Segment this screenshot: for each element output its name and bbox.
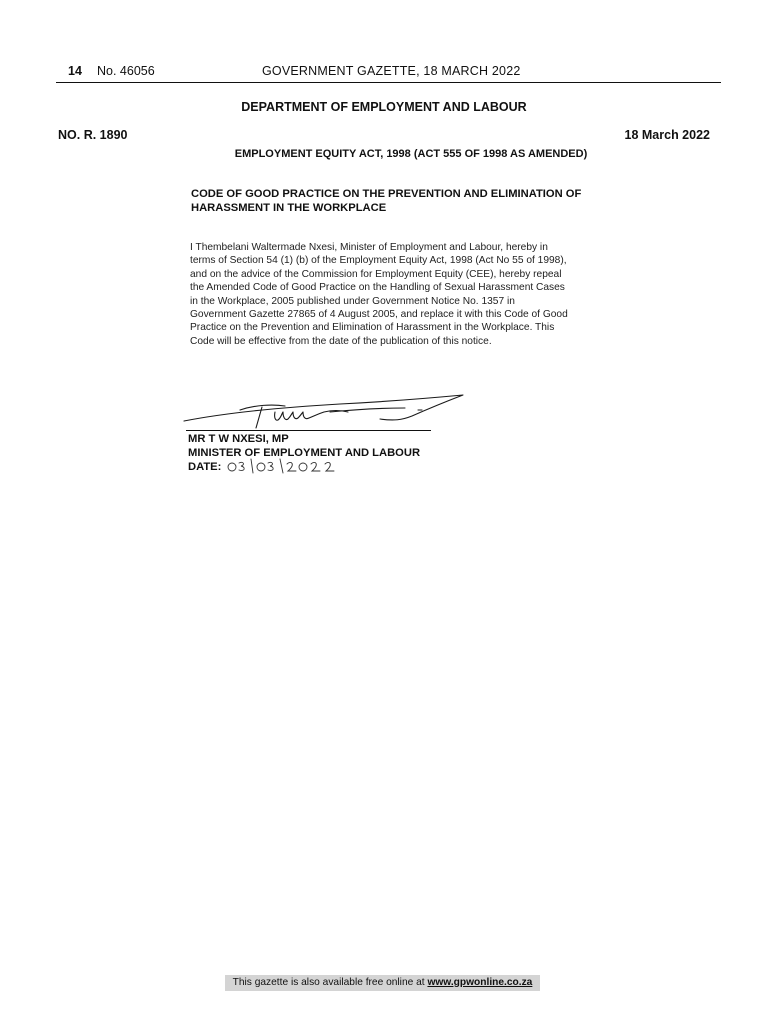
signer-name: MR T W NXESI, MP bbox=[188, 433, 289, 445]
signer-title: MINISTER OF EMPLOYMENT AND LABOUR bbox=[188, 447, 421, 459]
header-rule bbox=[56, 82, 721, 83]
signature-line bbox=[186, 430, 431, 431]
footer-text: This gazette is also available free online at bbox=[232, 977, 425, 988]
gazette-number: No. 46056 bbox=[97, 64, 155, 78]
handwritten-date bbox=[226, 456, 346, 476]
notice-number: NO. R. 1890 bbox=[58, 128, 128, 142]
notice-date: 18 March 2022 bbox=[624, 128, 710, 142]
gazette-title: GOVERNMENT GAZETTE, 18 MARCH 2022 bbox=[262, 64, 521, 78]
page-number: 14 bbox=[68, 64, 82, 78]
department-heading: DEPARTMENT OF EMPLOYMENT AND LABOUR bbox=[241, 100, 527, 114]
code-title: CODE OF GOOD PRACTICE ON THE PREVENTION AND ELIMINATION OF HARASSMENT IN THE WORKPLACE bbox=[191, 188, 582, 214]
footer-banner bbox=[225, 975, 540, 991]
handwritten-signature-icon bbox=[180, 386, 480, 436]
notice-body: I Thembelani Waltermade Nxesi, Minister of Employment and Labour, hereby in terms of Section 54 (1) (b) of the Employment Equity Act, 1998 (Act No 55 of 1998), and on the advice of the Commission for Employment Equity (CEE), hereby repeal the Amended Code of Good Practice on the Handling of Sexual Harassment Cases in the Workplace, 2005 published under Government Notice No. 1357 in Government Gazette 27865 of 4 August 2005, and replace it with this Code of Good Practice on the Prevention and Elimination of Harassment in the Workplace. This Code will be effective from the date of the publication of this notice. bbox=[190, 242, 568, 347]
footer-link[interactable]: www.gpwonline.co.za bbox=[427, 977, 533, 988]
act-heading: EMPLOYMENT EQUITY ACT, 1998 (ACT 555 OF 1998 AS AMENDED) bbox=[234, 148, 588, 160]
date-label: DATE: bbox=[188, 461, 222, 473]
